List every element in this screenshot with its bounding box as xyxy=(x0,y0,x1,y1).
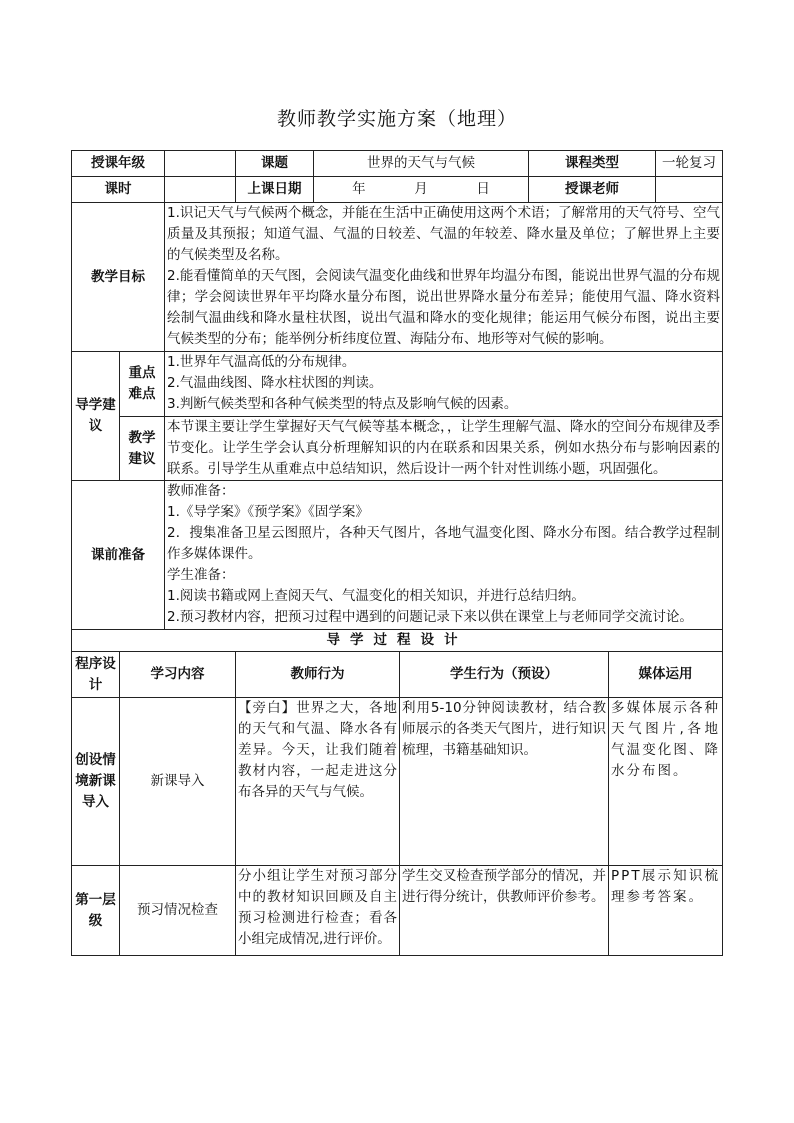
process-media: 多媒体展示各种天气图片,各地气温变化图、降水分布图。 xyxy=(609,698,723,866)
hours-value xyxy=(165,177,236,203)
process-step: 创设情境新课导入 xyxy=(72,698,120,866)
key-points-label: 重点难点 xyxy=(120,352,165,417)
course-type-label: 课程类型 xyxy=(529,151,656,177)
col-header-student: 学生行为（预设） xyxy=(400,652,609,698)
date-day: 日 xyxy=(476,181,490,197)
goals-label: 教学目标 xyxy=(72,203,165,352)
col-header-media: 媒体运用 xyxy=(609,652,723,698)
process-step: 第一层级 xyxy=(72,866,120,956)
col-header-content: 学习内容 xyxy=(120,652,236,698)
col-header-teacher: 教师行为 xyxy=(236,652,400,698)
teaching-suggestion-label: 教学建议 xyxy=(120,417,165,481)
prep-line: 2.预习教材内容，把预习过程中遇到的问题记录下来以供在课堂上与老师同学交流讨论。 xyxy=(167,609,693,625)
course-type-value: 一轮复习 xyxy=(656,151,723,177)
grade-value xyxy=(165,151,236,177)
hours-label: 课时 xyxy=(72,177,165,203)
topic-label: 课题 xyxy=(236,151,314,177)
date-month: 月 xyxy=(414,181,428,197)
page-title: 教师教学实施方案（地理） xyxy=(276,108,517,130)
process-student: 学生交叉检查预学部分的情况，并进行得分统计，供教师评价参考。 xyxy=(400,866,609,956)
teacher-value xyxy=(656,177,723,203)
date-year: 年 xyxy=(352,181,366,197)
key-point-item: 1.世界年气温高低的分布规律。 xyxy=(167,354,356,370)
key-points-content xyxy=(165,352,723,417)
process-section-title: 导学过程设计 xyxy=(72,630,723,652)
goals-content xyxy=(165,203,723,352)
process-media: PPT展示知识梳理参考答案。 xyxy=(609,866,723,956)
lesson-plan-table xyxy=(71,150,723,956)
goals-paragraph-1: 1.识记天气与气候两个概念，并能在生活中正确使用这两个术语；了解常用的天气符号、空气质量及其预报；知道气温、气温的日较差、气温的年较差、降水量及单位；了解世界上主要的气候类型及名称。 xyxy=(167,205,721,263)
goals-paragraph-2: 2.能看懂简单的天气图，会阅读气温变化曲线和世界年均温分布图，能说出世界气温的分布规律；学会阅读世界年平均降水量分布图，说出世界降水量分布差异；能使用气温、降水资料绘制气温曲线和降水量柱状图，说出气温和降水的变化规律；能运用气候分布图，说出主要气候类型的分布；能举例分析纬度位置、海陆分布、地形等对气候的影响。 xyxy=(167,268,721,347)
teaching-suggestion-text: 本节课主要让学生掌握好天气气候等基本概念，，让学生理解气温、降水的空间分布规律及季节变化。让学生学会认真分析理解知识的内在联系和因果关系，例如水热分布与影响因素的联系。引导学生从重难点中总结知识，然后设计一两个针对性训练小题，巩固强化。 xyxy=(165,417,723,481)
topic-value: 世界的天气与气候 xyxy=(314,151,529,177)
process-student: 利用5-10分钟阅读教材，结合教师展示的各类天气图片，进行知识梳理，书籍基础知识。 xyxy=(400,698,609,866)
guide-label: 导学建议 xyxy=(72,352,120,481)
prep-content xyxy=(165,481,723,630)
key-point-item: 3.判断气候类型和各种气候类型的特点及影响气候的因素。 xyxy=(167,396,518,412)
grade-label: 授课年级 xyxy=(72,151,165,177)
prep-line: 1.《导学案》《预学案》《固学案》 xyxy=(167,504,369,520)
prep-line: 教师准备： xyxy=(167,483,235,499)
process-teacher: 【旁白】世界之大，各地的天气和气温、降水各有差异。今天，让我们随着教材内容，一起走进这分布各异的天气与气候。 xyxy=(236,698,400,866)
process-teacher: 分小组让学生对预习部分中的教材知识回顾及自主预习检测进行检查；看各小组完成情况,进行评价。 xyxy=(236,866,400,956)
prep-line: 1.阅读书籍或网上查阅天气、气温变化的相关知识，并进行总结归纳。 xyxy=(167,588,585,604)
prep-line: 学生准备： xyxy=(167,567,235,583)
process-content: 新课导入 xyxy=(120,698,236,866)
date-label: 上课日期 xyxy=(236,177,314,203)
process-content: 预习情况检查 xyxy=(120,866,236,956)
key-point-item: 2.气温曲线图、降水柱状图的判读。 xyxy=(167,375,383,391)
prep-label: 课前准备 xyxy=(72,481,165,630)
date-value xyxy=(314,177,529,203)
teacher-label: 授课老师 xyxy=(529,177,656,203)
prep-line: 2．搜集准备卫星云图照片，各种天气图片，各地气温变化图、降水分布图。结合教学过程制作多媒体课件。 xyxy=(167,525,721,562)
col-header-step: 程序设计 xyxy=(72,652,120,698)
